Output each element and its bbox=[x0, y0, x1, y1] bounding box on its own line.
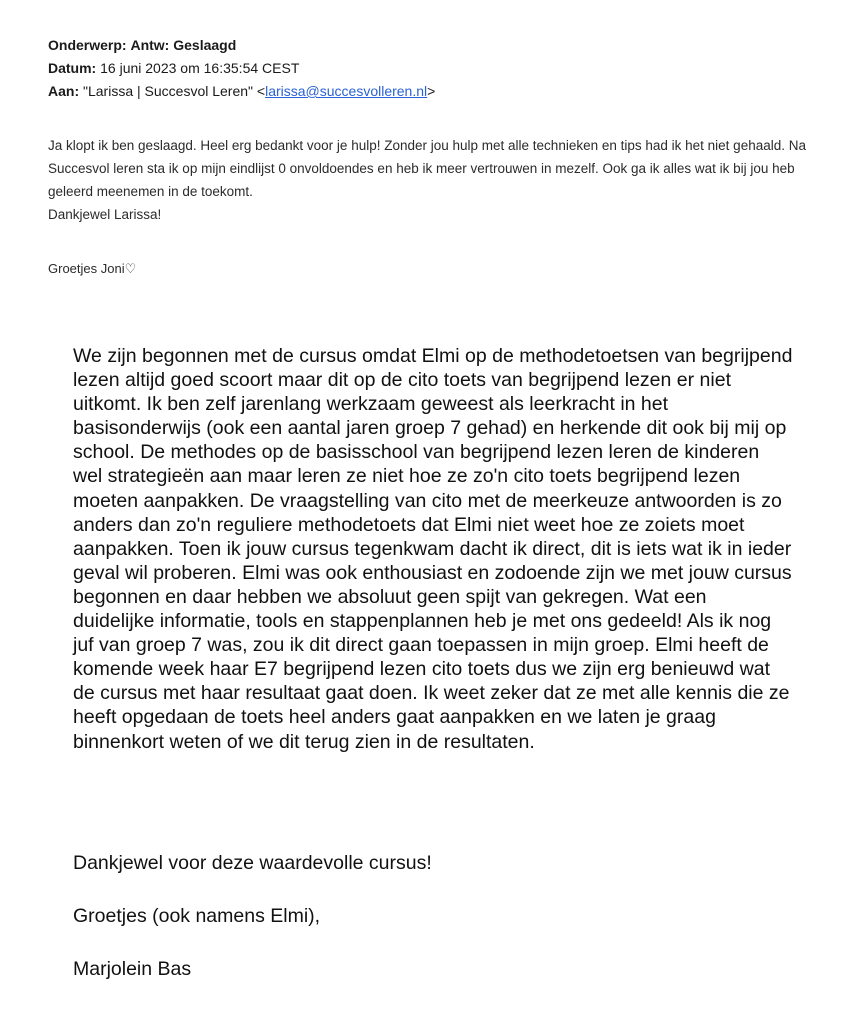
recipient-close: > bbox=[427, 83, 436, 99]
date-row bbox=[48, 57, 435, 80]
recipient-label: Aan: bbox=[48, 83, 80, 99]
email-body bbox=[48, 134, 828, 226]
review-thanks: Dankjewel voor deze waardevolle cursus! bbox=[73, 852, 432, 874]
subject-row bbox=[48, 34, 435, 57]
date-value: 16 juni 2023 om 16:35:54 CEST bbox=[100, 60, 300, 76]
subject-value: Antw: Geslaagd bbox=[130, 37, 237, 53]
recipient-name: "Larissa | Succesvol Leren" < bbox=[83, 83, 266, 99]
email-thanks: Dankjewel Larissa! bbox=[48, 207, 162, 222]
email-message: Ja klopt ik ben geslaagd. Heel erg bedankt voor je hulp! Zonder jou hulp met alle technieken en tips had ik het niet gehaald. Na Succesvol leren sta ik op mijn eindlijst 0 onvoldoendes en heb ik meer vertrouwen in mezelf. Ook ga ik alles wat ik bij jou heb geleerd meenemen in de toekomt. bbox=[48, 138, 806, 199]
review-body bbox=[73, 344, 793, 754]
subject-label: Onderwerp: bbox=[48, 37, 127, 53]
review-greeting: Groetjes (ook namens Elmi), bbox=[73, 905, 321, 927]
date-label: Datum: bbox=[48, 60, 97, 76]
review-text: We zijn begonnen met de cursus omdat Elmi op de methodetoetsen van begrijpend lezen altijd goed scoort maar dit op de cito toets van begrijpend lezen er niet uitkomt. Ik ben zelf jarenlang werkzaam geweest als leerkracht in het basisonderwijs (ook een aantal jaren groep 7 gehad) en herkende dit ook bij mij op school. De methodes op de basisschool van begrijpend lezen leren de kinderen wel strategieën aan maar leren ze niet hoe ze zo'n cito toets begrijpend lezen moeten aanpakken. De vraagstelling van cito met de meerkeuze antwoorden is zo anders dan zo'n reguliere methodetoets dat Elmi niet weet hoe ze zoiets moet aanpakken. Toen ik jouw cursus tegenkwam dacht ik direct, dit is iets wat ik in ieder geval wil proberen. Elmi was ook enthousiast en zodoende zijn we met jouw cursus begonnen en daar hebben we absoluut geen spijt van gekregen. Wat een duidelijke informatie, tools en stappenplannen heb je met ons gedeeld! Als ik nog juf van groep 7 was, zou ik dit direct gaan toepassen in mijn groep. Elmi heeft de komende week haar E7 begrijpend lezen cito toets dus we zijn erg benieuwd wat de cursus met haar resultaat gaat doen. Ik weet zeker dat ze met alle kennis die ze heeft opgedaan de toets heel anders gaat aanpakken en we laten je graag binnenkort weten of we dit terug zien in de resultaten. bbox=[73, 345, 793, 753]
recipient-email-link[interactable]: larissa@succesvolleren.nl bbox=[265, 83, 428, 99]
email-header bbox=[48, 34, 435, 103]
email-signoff: Groetjes Joni♡ bbox=[48, 261, 137, 276]
recipient-row bbox=[48, 80, 435, 103]
review-author-name: Marjolein Bas bbox=[73, 958, 192, 980]
